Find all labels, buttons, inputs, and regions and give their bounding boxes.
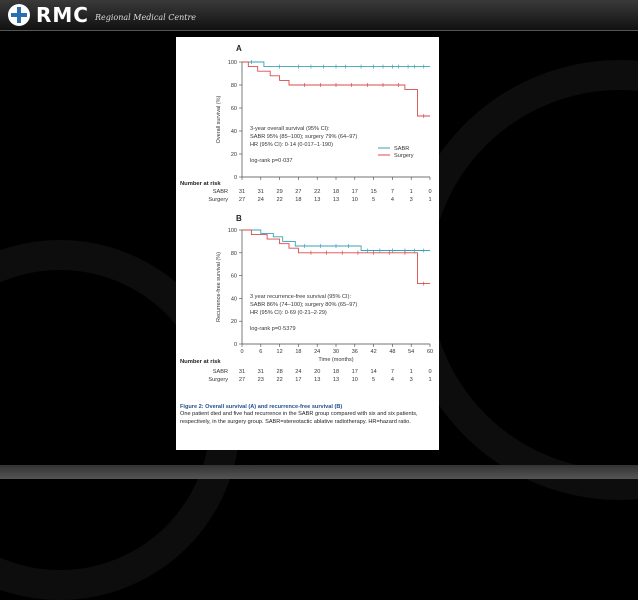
panel-b-risk-value: 7 — [390, 369, 394, 375]
panel-b-y-tick-label: 100 — [227, 228, 237, 234]
panel-b-x-tick-label: 30 — [332, 349, 340, 355]
panel-a-risk-value: 10 — [351, 197, 358, 203]
panel-b-x-tick-label: 48 — [389, 349, 396, 355]
panel-b-risk-value: 1 — [428, 377, 432, 383]
panel-b-y-axis-label: Recurrence-free survival (%) — [216, 252, 222, 322]
panel-a-risk-value: 1 — [428, 197, 432, 203]
panel-a-y-tick-label: 0 — [233, 175, 237, 181]
rmc-logo — [8, 4, 196, 26]
panel-a-label: A — [236, 44, 242, 53]
caption-title: Figure 2: Overall survival (A) and recurrence-free survival (B) — [180, 404, 343, 410]
panel-a-risk-value: 5 — [372, 197, 376, 203]
panel-b-risk-row-label: SABR — [212, 369, 228, 375]
panel-b-annotation-line: 3 year recurrence-free survival (95% CI): — [250, 294, 352, 300]
panel-b-risk-value: 20 — [314, 369, 321, 375]
panel-b-risk-value: 10 — [351, 377, 358, 383]
panel-b-risk-row-label: Surgery — [208, 377, 228, 383]
panel-b-y-tick-label: 0 — [233, 342, 237, 348]
panel-b-risk-value: 4 — [390, 377, 394, 383]
panel-a-risk-value: 31 — [257, 189, 264, 195]
figure-page — [176, 37, 439, 450]
panel-b-risk-value: 3 — [409, 377, 413, 383]
panel-b-x-tick-label: 6 — [259, 349, 263, 355]
panel-a-risk-value: 1 — [409, 189, 413, 195]
panel-a-logrank: log-rank p=0·037 — [250, 158, 293, 164]
panel-b-x-tick-label: 36 — [351, 349, 358, 355]
panel-b-y-tick-label: 60 — [230, 273, 237, 280]
panel-a-risk-value: 0 — [428, 189, 432, 195]
panel-a-risk-row-label: SABR — [212, 189, 228, 195]
panel-b-risk-value: 18 — [332, 369, 340, 375]
panel-b-risk-value: 13 — [314, 377, 321, 383]
panel-a-y-tick-label: 100 — [227, 60, 237, 66]
medical-cross-icon — [8, 4, 30, 26]
panel-b-risk-value: 31 — [257, 369, 264, 375]
panel-a-y-axis-label: Overall survival (%) — [216, 95, 222, 144]
panel-a-risk-value: 27 — [295, 189, 302, 195]
panel-b-y-tick-label: 40 — [230, 296, 237, 303]
panel-a-risk-value: 15 — [370, 189, 377, 195]
logo-subtitle: Regional Medical Centre — [94, 12, 196, 22]
panel-b-y-tick-label: 20 — [230, 319, 237, 326]
panel-b-x-tick-label: 42 — [370, 349, 377, 355]
panel-b-risk-value: 27 — [238, 377, 246, 383]
panel-a-risk-value: 29 — [276, 189, 283, 195]
panel-a-y-tick-label: 20 — [230, 152, 237, 158]
panel-b-x-tick-label: 54 — [408, 349, 415, 355]
panel-a-risk-row-label: Surgery — [208, 197, 228, 203]
panel-a-legend-sabr: SABR — [394, 146, 410, 152]
panel-a-risk-value: 13 — [314, 197, 321, 203]
panel-b-risk-value: 5 — [372, 377, 376, 383]
panel-b-annotation-line: SABR 86% (74–100); surgery 80% (65–97) — [250, 302, 358, 308]
panel-a-surgery-line — [242, 62, 430, 116]
panel-b-x-tick-label: 0 — [240, 349, 244, 355]
panel-b-surgery-line — [242, 230, 430, 284]
panel-a-annotation-line: 3-year overall survival (95% CI): — [250, 126, 330, 132]
panel-a-annotation-line: SABR 95% (85–100); surgery 79% (64–97) — [250, 134, 358, 140]
panel-b-risk-value: 22 — [276, 377, 283, 383]
panel-a-risk-value: 18 — [332, 189, 340, 195]
panel-a-risk-value: 27 — [238, 197, 246, 203]
panel-b-risk-value: 17 — [351, 369, 358, 375]
survival-figure — [176, 37, 439, 402]
caption-body: One patient died and five had recurrence in the SABR group compared with six and six patients, respectively, in the surgery group. SABR=stereotactic ablative radiotherapy. HR=hazard ratio. — [180, 411, 418, 425]
panel-b-risk-value: 28 — [276, 369, 283, 375]
panel-a-y-tick-label: 40 — [230, 129, 237, 135]
panel-b-annotation-line: HR (95% CI): 0·69 (0·21–2·29) — [250, 310, 327, 316]
panel-a-y-tick-label: 60 — [230, 106, 237, 112]
figure-caption — [180, 404, 436, 426]
panel-b-x-tick-label: 24 — [314, 349, 321, 355]
panel-b-y-tick-label: 80 — [230, 250, 237, 257]
panel-b-x-axis-label: Time (months) — [318, 357, 354, 363]
panel-b-label: B — [236, 214, 242, 223]
panel-a-annotation-line: HR (95% CI): 0·14 (0·017–1·190) — [250, 142, 334, 148]
panel-b-risk-value: 23 — [257, 377, 264, 383]
panel-a-risk-value: 4 — [390, 197, 394, 203]
panel-a-legend-surgery: Surgery — [394, 153, 414, 159]
panel-b-risk-value: 31 — [238, 369, 246, 375]
panel-b-risk-value: 14 — [370, 369, 377, 375]
panel-b-risk-value: 24 — [295, 369, 302, 375]
panel-a-risk-value: 7 — [390, 189, 394, 195]
panel-b-x-tick-label: 12 — [276, 349, 283, 355]
panel-a-risk-value: 22 — [276, 197, 283, 203]
panel-b-risk-value: 13 — [332, 377, 340, 383]
panel-b-logrank: log-rank p=0·5379 — [250, 326, 296, 332]
panel-b-risk-value: 17 — [295, 377, 302, 383]
panel-a-risk-value: 22 — [314, 189, 321, 195]
panel-b-risk-value: 1 — [409, 369, 413, 375]
slide-header — [0, 0, 638, 31]
panel-a-risk-value: 17 — [351, 189, 358, 195]
panel-a-risk-value: 18 — [295, 197, 302, 203]
panel-a-risk-value: 13 — [332, 197, 340, 203]
panel-a-risk-value: 31 — [238, 189, 246, 195]
panel-a-risk-title: Number at risk — [180, 181, 221, 187]
slide-footer — [0, 465, 638, 479]
panel-b-risk-value: 0 — [428, 369, 432, 375]
panel-b-x-tick-label: 18 — [295, 349, 302, 355]
panel-a-risk-value: 24 — [257, 197, 264, 203]
logo-text: RMC — [36, 3, 89, 27]
panel-b-risk-title: Number at risk — [180, 359, 221, 365]
panel-b-x-tick-label: 60 — [426, 349, 434, 355]
panel-a-y-tick-label: 80 — [230, 83, 237, 89]
panel-a-risk-value: 3 — [409, 197, 413, 203]
